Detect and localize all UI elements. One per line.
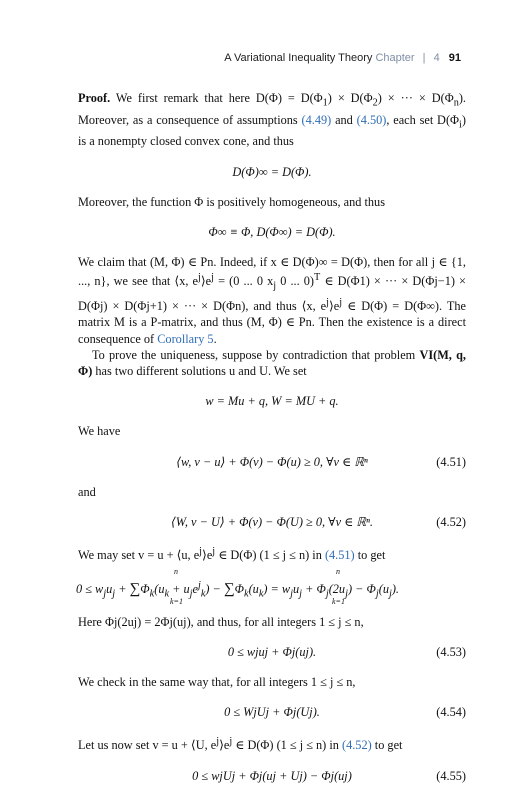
equation-number-4-52: (4.52) (436, 515, 466, 529)
equation-cone: D(Φ)∞ = D(Φ). (232, 164, 312, 179)
equation-number-4-55: (4.55) (436, 768, 466, 783)
equation-4-55: 0 ≤ wjUj + Φj(uj + Uj) − Φj(uj) (4.55) (192, 768, 466, 783)
equation-4-51: ⟨w, v − u⟩ + Φ(v) − Φ(u) ≥ 0, ∀v ∈ ℝⁿ (4.51) (176, 454, 466, 469)
page-number: 91 (448, 52, 461, 64)
ref-link-corollary-5[interactable]: Corollary 5 (157, 331, 214, 346)
header-chapter-number: 4 (433, 52, 440, 64)
paragraph-claim: We claim that (M, Φ) ∈ Pn. Indeed, if x ∈ D(Φ)∞ = D(Φ), then for all j ∈ {1, ..., n}, we see that ⟨x, $e^j⟩e^j = (0$ ... 0 $x_j$ 0 ... 0)$^T$ ∈ D(Φ1) × ··· × D(Φj−1) × D(Φj) × D(Φj+1) × ··· × D(Φn), and thus ⟨x, $e^j⟩e^j$ ∈ D(Φ) = D(Φ∞). The matrix M is a P-matrix, and thus (M, Φ) ∈ Pn. Then the existence is a direct consequence of Corollary 5. (78, 255, 466, 346)
running-header (224, 52, 461, 64)
header-separator: | (422, 52, 426, 64)
equation-4-52: ⟨W, v − U⟩ + Φ(v) − Φ(U) ≥ 0, ∀v ∈ ℝⁿ. (4.52) (171, 515, 466, 529)
ref-link-4-49[interactable]: (4.49) (301, 112, 332, 127)
paragraph-uniqueness: To prove the uniqueness, suppose by contradiction that problem VI(M, q, Φ) has two different solutions u and U. We set (78, 347, 466, 378)
paragraph-we-have: We have (78, 424, 121, 439)
header-chapter: Chapter (375, 52, 415, 64)
equation-4-53: 0 ≤ wjuj + Φj(uj). (4.53) (227, 644, 466, 659)
proof-label: Proof. (78, 91, 111, 105)
equation-w-def: w = Mu + q, W = MU + q. (205, 394, 339, 409)
paragraph-proof-intro: Proof. We first remark that here $D(\Phi) = D(\Phi_1) \times D(\Phi_2)$ × ··· × $D(\Phi_n)$. Moreover, as a consequence of assumptions (4.49) and (4.50), each set $D(\Phi_i)$ is a nonempty closed convex cone, and thus (78, 91, 466, 149)
ref-link-4-50[interactable]: (4.50) (356, 112, 387, 127)
equation-recession: Φ∞ ≡ Φ, D(Φ∞) = D(Φ). (208, 224, 336, 239)
paragraph-let-us: Let us now set v = u + ⟨U, $e^j⟩e^j$ ∈ D(Φ) (1 ≤ j ≤ n) in (4.52) to get (78, 736, 403, 753)
equation-4-54: 0 ≤ WjUj + Φj(Uj). (4.54) (224, 705, 466, 720)
paragraph-and: and (78, 484, 96, 499)
header-title: A Variational Inequality Theory (224, 52, 373, 64)
ref-link-4-51[interactable]: (4.51) (324, 548, 355, 563)
equation-number-4-54: (4.54) (436, 705, 466, 720)
equation-number-4-53: (4.53) (436, 644, 466, 659)
equation-number-4-51: (4.51) (436, 454, 466, 469)
page-body (78, 90, 466, 784)
paragraph-set-v: We may set v = u + ⟨u, $e^j⟩e^j$ ∈ D(Φ) (1 ≤ j ≤ n) in (4.51) to get (78, 546, 386, 563)
paragraph-check: We check in the same way that, for all integers 1 ≤ j ≤ n, (78, 674, 356, 689)
paragraph-here: Here Φj(2uj) = 2Φj(uj), and thus, for all integers 1 ≤ j ≤ n, (78, 614, 364, 629)
ref-link-4-52[interactable]: (4.52) (341, 738, 372, 753)
equation-sum: n k=1 n k=1 $0 \le w_ju_j + \sum\Phi_k(u_k + u_je^j_k) - \sum\Phi_k(u_k) = w_ju_j + \Phi_j(2u_j) - \Phi_j(u_j)$. (76, 566, 399, 606)
paragraph-homogeneous: Moreover, the function Φ is positively homogeneous, and thus (78, 194, 385, 209)
